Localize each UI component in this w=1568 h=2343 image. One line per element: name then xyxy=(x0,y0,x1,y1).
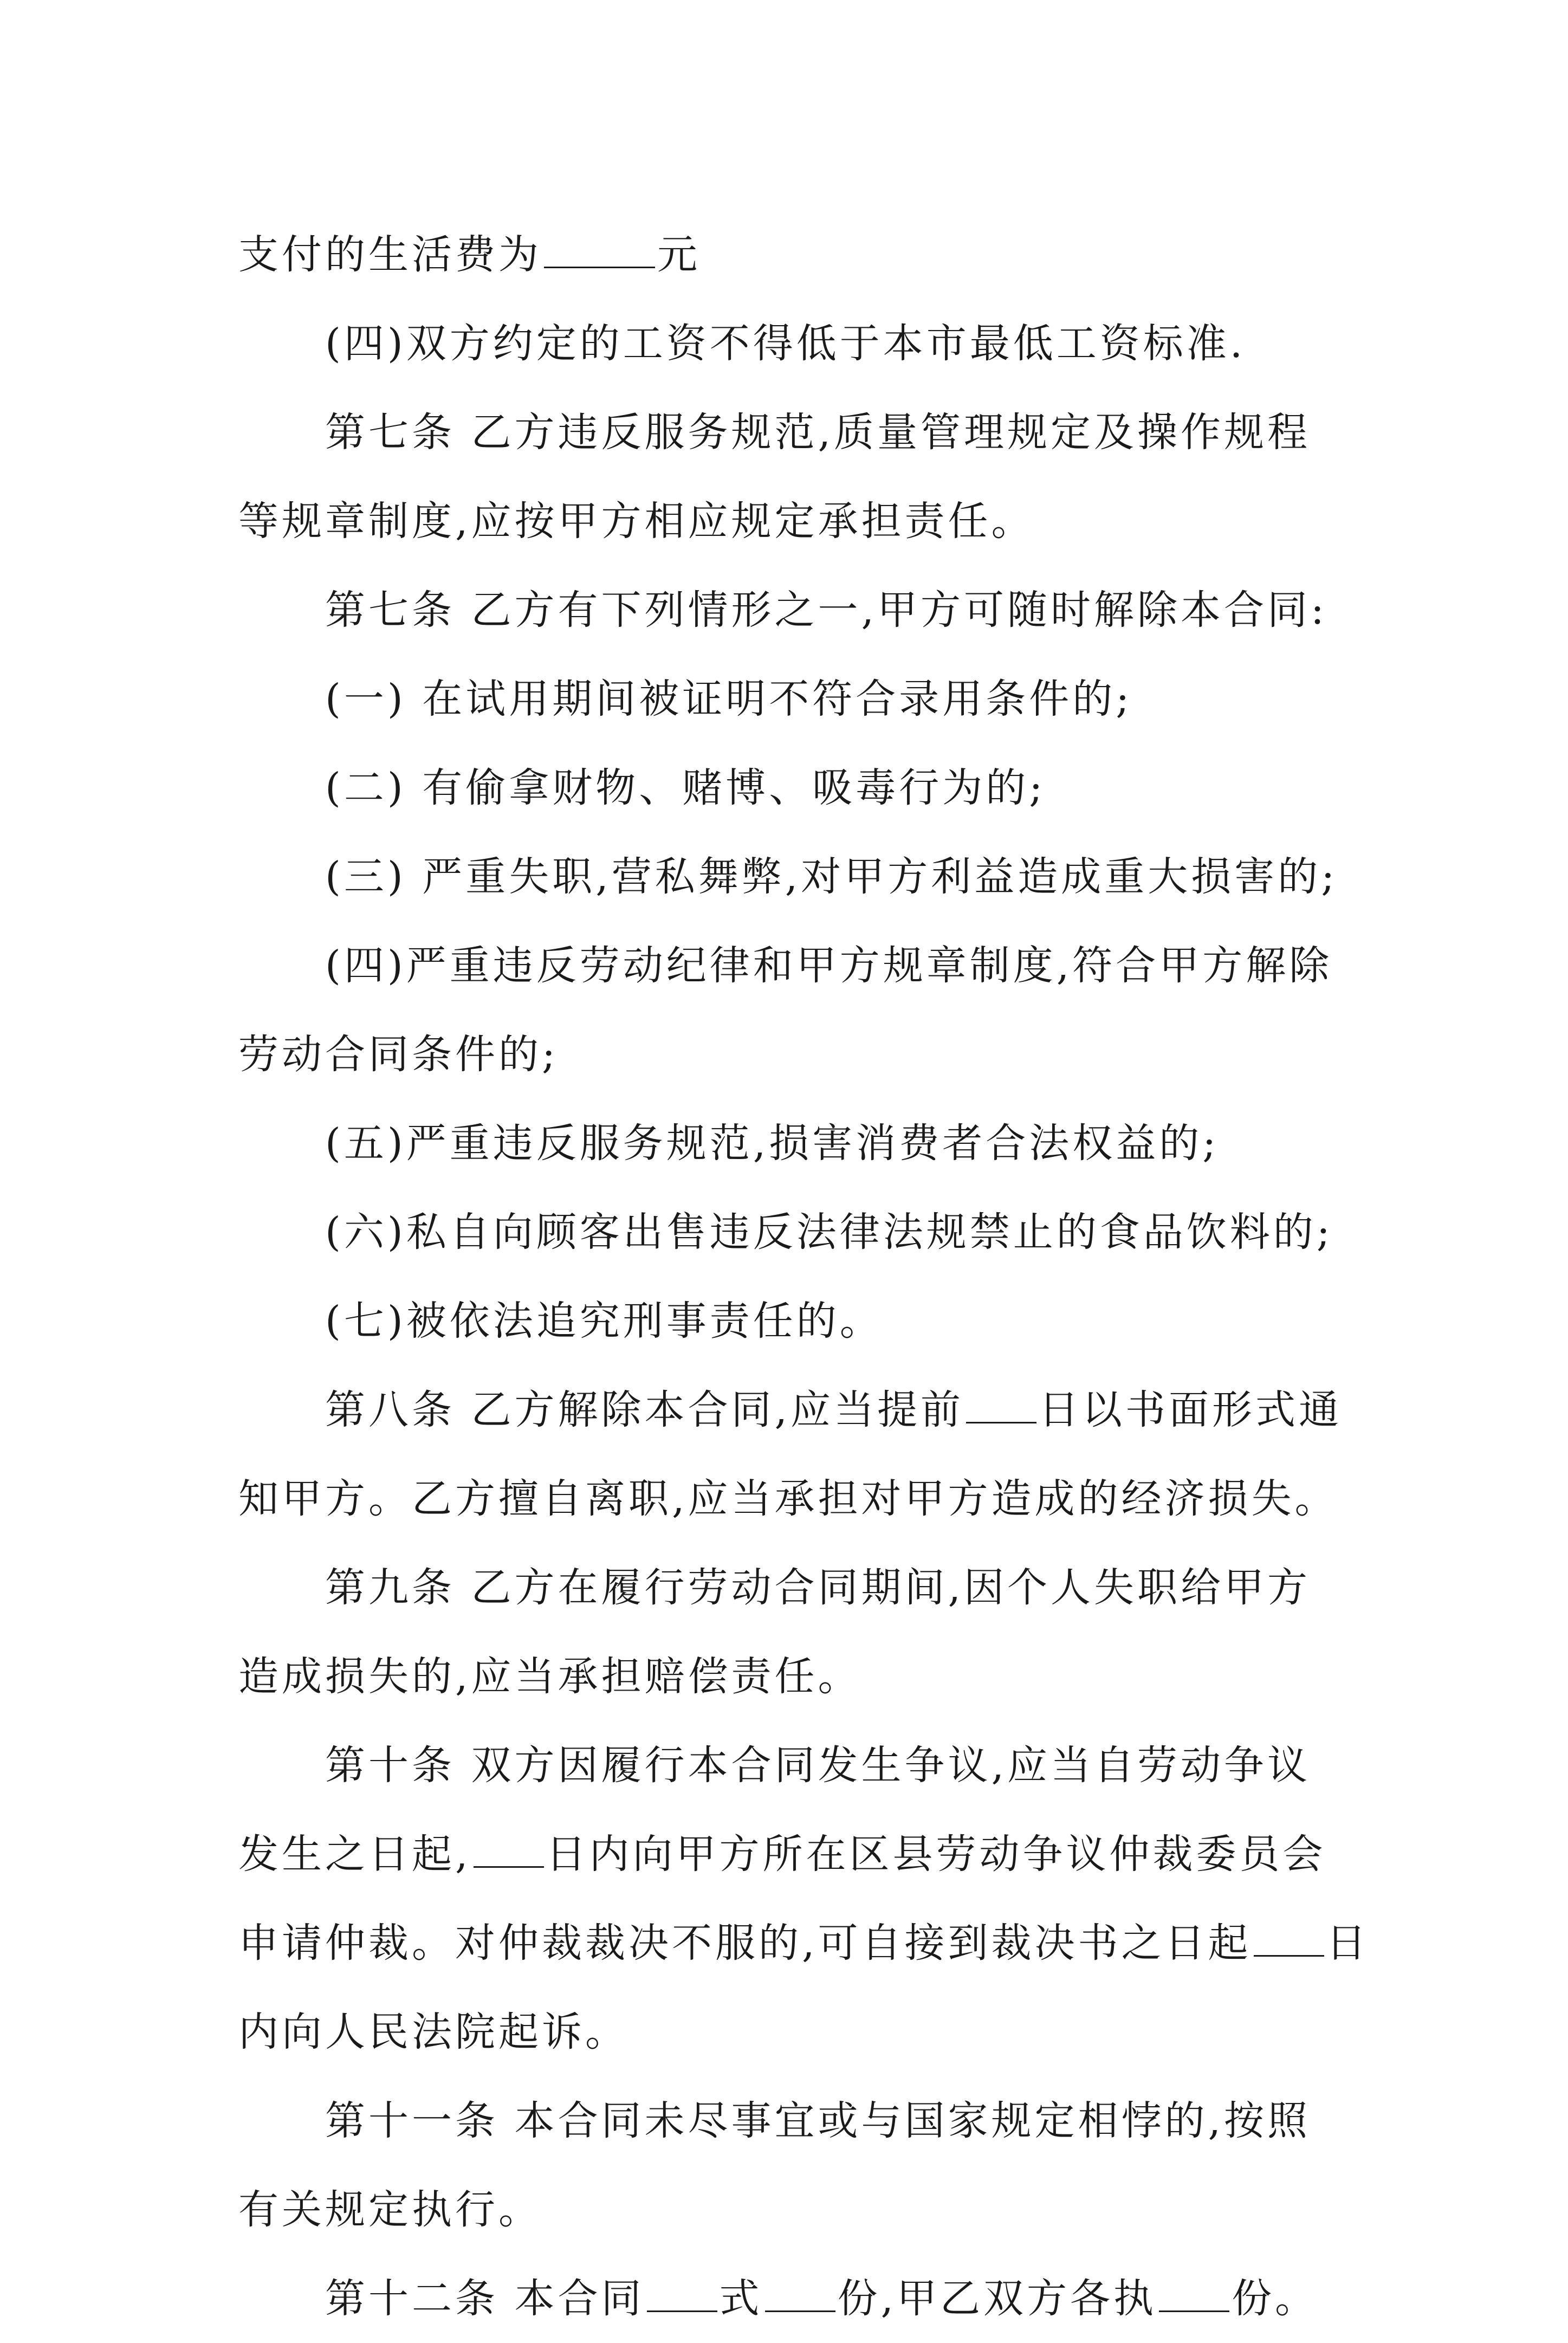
paragraph-line xyxy=(238,210,1344,299)
fill-in-blank[interactable] xyxy=(1254,1923,1324,1957)
line-text: 份。 xyxy=(1232,2275,1319,2322)
paragraph-line xyxy=(238,1899,1370,1988)
paragraph-line: 造成损失的,应当承担赔偿责任。 xyxy=(238,1653,861,1700)
line-text: 日内向甲方所在区县劳动争议仲裁委员会 xyxy=(546,1831,1326,1878)
list-item: (一) 在试用期间被证明不符合录用条件的; xyxy=(325,676,1133,722)
line-text: 日以书面形式通 xyxy=(1039,1387,1343,1433)
paragraph-line: 知甲方。乙方擅自离职,应当承担对甲方造成的经济损失。 xyxy=(238,1475,1338,1522)
fill-in-blank[interactable] xyxy=(1159,2278,1229,2312)
article-10-heading-line: 第十条 双方因履行本合同发生争议,应当自劳动争议 xyxy=(325,1742,1311,1789)
line-text: 第八条 乙方解除本合同,应当提前 xyxy=(325,1387,964,1433)
fill-in-blank[interactable] xyxy=(765,2278,835,2312)
fill-in-blank[interactable] xyxy=(966,1389,1036,1423)
paragraph-line: (四)双方约定的工资不得低于本市最低工资标准. xyxy=(325,320,1246,367)
line-text: 式 xyxy=(719,2275,763,2322)
article-9-heading-line: 第九条 乙方在履行劳动合同期间,因个人失职给甲方 xyxy=(325,1564,1311,1611)
line-text: 发生之日起, xyxy=(238,1831,471,1878)
paragraph-line: 有关规定执行。 xyxy=(238,2186,542,2233)
line-text: 第十二条 本合同 xyxy=(325,2275,645,2322)
list-item: (七)被依法追究刑事责任的。 xyxy=(325,1298,883,1344)
article-7b-heading-line: 第七条 乙方有下列情形之一,甲方可随时解除本合同: xyxy=(325,587,1327,633)
list-item: (四)严重违反劳动纪律和甲方规章制度,符合甲方解除 xyxy=(325,942,1333,989)
paragraph-line xyxy=(238,1810,1344,1899)
line-text: 元 xyxy=(657,231,701,278)
line-text: 支付的生活费为 xyxy=(238,231,542,278)
list-item: (五)严重违反服务规范,损害消费者合法权益的; xyxy=(325,1120,1220,1167)
list-item: (三) 严重失职,营私舞弊,对甲方利益造成重大损害的; xyxy=(325,853,1338,900)
article-7-heading-line: 第七条 乙方违反服务规范,质量管理规定及操作规程 xyxy=(325,409,1311,456)
line-text: 份,甲乙双方各执 xyxy=(837,2275,1157,2322)
paragraph-line: 等规章制度,应按甲方相应规定承担责任。 xyxy=(238,498,1035,545)
list-item: (二) 有偷拿财物、赌博、吸毒行为的; xyxy=(325,765,1046,811)
fill-in-blank[interactable] xyxy=(647,2278,717,2312)
article-11-heading-line: 第十一条 本合同未尽事宜或与国家规定相悖的,按照 xyxy=(325,2098,1311,2144)
list-item: (六)私自向顾客出售违反法律法规禁止的食品饮料的; xyxy=(325,1209,1333,1255)
fill-in-blank[interactable] xyxy=(474,1834,544,1868)
paragraph-line: 劳动合同条件的; xyxy=(238,1031,559,1078)
fill-in-blank[interactable] xyxy=(544,234,655,268)
line-text: 日 xyxy=(1326,1920,1370,1966)
paragraph-line: 内向人民法院起诉。 xyxy=(238,2009,629,2055)
document-body xyxy=(238,210,1370,2343)
article-8-heading-line xyxy=(238,1365,1344,1454)
article-12-heading-line xyxy=(238,2254,1344,2343)
line-text: 申请仲裁。对仲裁裁决不服的,可自接到裁决书之日起 xyxy=(238,1920,1252,1966)
